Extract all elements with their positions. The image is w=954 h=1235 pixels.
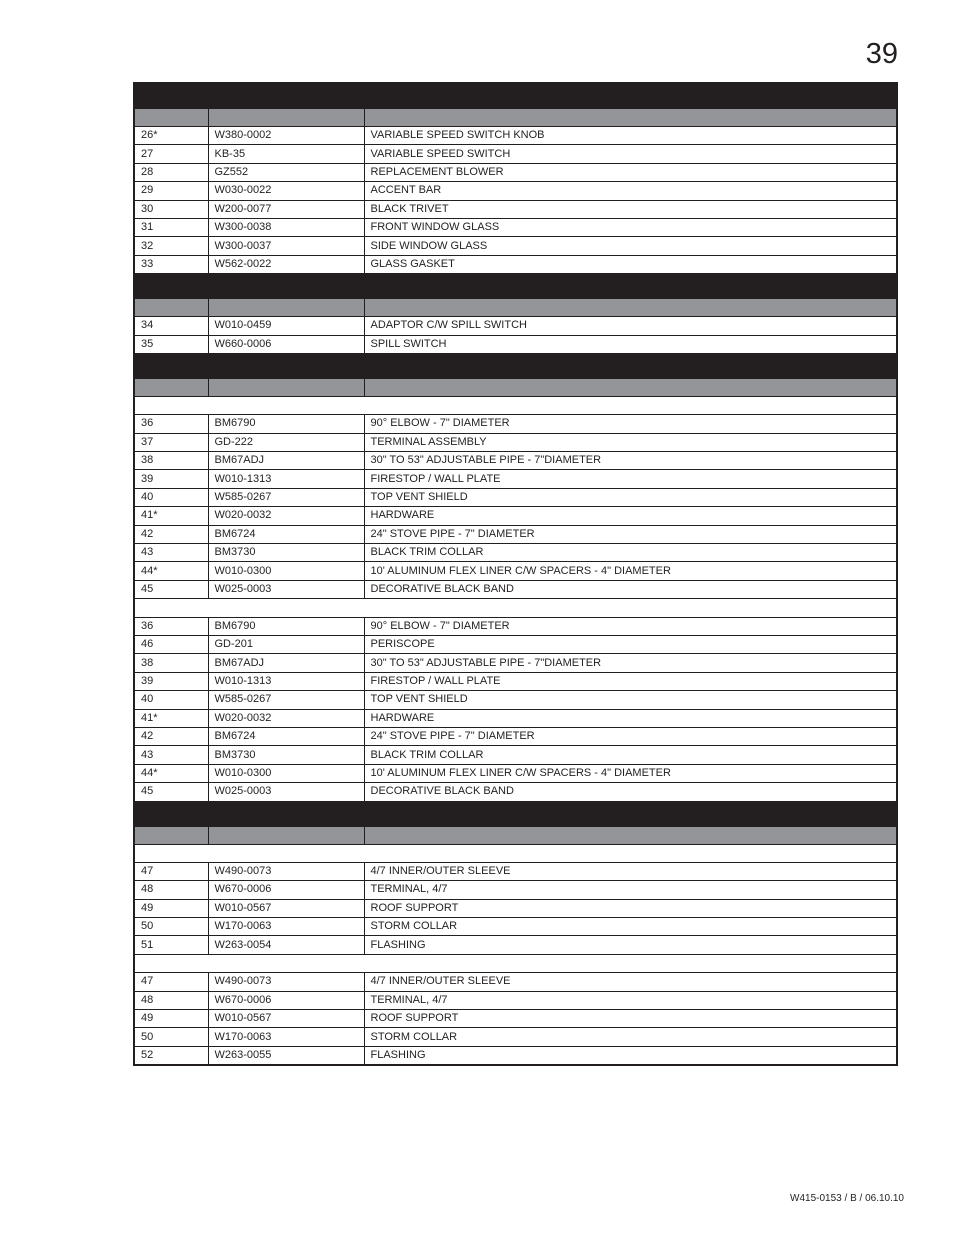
part-number-cell: W010-0459 [208,317,364,335]
table-row [134,991,897,1009]
part-number-cell: BM3730 [208,746,364,764]
ref-number-cell: 49 [134,899,208,917]
table-row [134,525,897,543]
ref-number-cell: 35 [134,335,208,353]
part-number-cell: GD-222 [208,433,364,451]
table-row [134,127,897,145]
part-number-cell: W200-0077 [208,200,364,218]
description-cell: 90° ELBOW - 7" DIAMETER [364,415,897,433]
description-cell: HARDWARE [364,709,897,727]
description-cell: DECORATIVE BLACK BAND [364,783,897,801]
table-row [134,218,897,236]
document-code: W415-0153 / B / 06.10.10 [790,1193,904,1204]
part-number-cell: W020-0032 [208,709,364,727]
ref-number-cell: 50 [134,918,208,936]
table-row [134,899,897,917]
ref-number-cell: 43 [134,544,208,562]
description-cell: FRONT WINDOW GLASS [364,218,897,236]
description-cell: TERMINAL, 4/7 [364,881,897,899]
page-number: 39 [865,38,898,70]
part-number-cell: W010-0300 [208,562,364,580]
description-cell: TERMINAL ASSEMBLY [364,433,897,451]
table-row [134,452,897,470]
description-cell: 24" STOVE PIPE - 7" DIAMETER [364,525,897,543]
ref-number-cell: 28 [134,163,208,181]
column-header-row [134,299,897,317]
description-cell: STORM COLLAR [364,1028,897,1046]
column-header-description [364,109,897,127]
ref-number-cell: 34 [134,317,208,335]
description-cell: SIDE WINDOW GLASS [364,237,897,255]
ref-number-cell: 49 [134,1010,208,1028]
table-row [134,936,897,954]
group-subheader [134,954,897,972]
table-row [134,415,897,433]
ref-number-cell: 32 [134,237,208,255]
part-number-cell: W010-0567 [208,899,364,917]
part-number-cell: W010-0567 [208,1010,364,1028]
column-header-part [208,378,364,396]
part-number-cell: BM3730 [208,544,364,562]
description-cell: VARIABLE SPEED SWITCH [364,145,897,163]
part-number-cell: W010-0300 [208,764,364,782]
description-cell: DECORATIVE BLACK BAND [364,580,897,598]
table-row [134,335,897,353]
description-cell: 10' ALUMINUM FLEX LINER C/W SPACERS - 4" DIAMETER [364,764,897,782]
part-number-cell: W585-0267 [208,691,364,709]
ref-number-cell: 44* [134,562,208,580]
table-row [134,470,897,488]
table-row [134,654,897,672]
part-number-cell: W380-0002 [208,127,364,145]
ref-number-cell: 38 [134,452,208,470]
column-header-ref [134,109,208,127]
description-cell: ROOF SUPPORT [364,899,897,917]
ref-number-cell: 41* [134,709,208,727]
ref-number-cell: 47 [134,973,208,991]
column-header-description [364,299,897,317]
ref-number-cell: 45 [134,783,208,801]
part-number-cell: W263-0055 [208,1046,364,1065]
description-cell: FLASHING [364,936,897,954]
table-row [134,783,897,801]
description-cell: BLACK TRIVET [364,200,897,218]
description-cell: 24" STOVE PIPE - 7" DIAMETER [364,727,897,745]
table-row [134,727,897,745]
description-cell: VARIABLE SPEED SWITCH KNOB [364,127,897,145]
table-row [134,691,897,709]
ref-number-cell: 51 [134,936,208,954]
parts-table [133,82,898,1066]
part-number-cell: W030-0022 [208,182,364,200]
table-row [134,580,897,598]
section-header [134,353,897,378]
part-number-cell: W670-0006 [208,991,364,1009]
description-cell: TOP VENT SHIELD [364,691,897,709]
part-number-cell: W025-0003 [208,783,364,801]
part-number-cell: KB-35 [208,145,364,163]
description-cell: TERMINAL, 4/7 [364,991,897,1009]
part-number-cell: BM6790 [208,415,364,433]
part-number-cell: W490-0073 [208,973,364,991]
ref-number-cell: 30 [134,200,208,218]
table-row [134,433,897,451]
part-number-cell: W010-1313 [208,470,364,488]
column-header-ref [134,378,208,396]
table-row [134,1046,897,1065]
ref-number-cell: 46 [134,635,208,653]
ref-number-cell: 37 [134,433,208,451]
description-cell: 90° ELBOW - 7" DIAMETER [364,617,897,635]
ref-number-cell: 42 [134,525,208,543]
group-subheader-cell [134,599,897,617]
ref-number-cell: 44* [134,764,208,782]
description-cell: HARDWARE [364,507,897,525]
description-cell: TOP VENT SHIELD [364,488,897,506]
part-number-cell: W490-0073 [208,862,364,880]
ref-number-cell: 31 [134,218,208,236]
ref-number-cell: 40 [134,488,208,506]
column-header-part [208,826,364,844]
column-header-row [134,378,897,396]
description-cell: ACCENT BAR [364,182,897,200]
section-header [134,801,897,826]
description-cell: FIRESTOP / WALL PLATE [364,470,897,488]
ref-number-cell: 43 [134,746,208,764]
part-number-cell: W300-0038 [208,218,364,236]
description-cell: STORM COLLAR [364,918,897,936]
ref-number-cell: 39 [134,470,208,488]
column-header-row [134,826,897,844]
table-row [134,488,897,506]
group-subheader-cell [134,396,897,414]
ref-number-cell: 36 [134,415,208,433]
part-number-cell: W025-0003 [208,580,364,598]
table-row [134,973,897,991]
description-cell: PERISCOPE [364,635,897,653]
group-subheader [134,396,897,414]
ref-number-cell: 40 [134,691,208,709]
part-number-cell: GZ552 [208,163,364,181]
part-number-cell: W660-0006 [208,335,364,353]
table-row [134,746,897,764]
description-cell: 30" TO 53" ADJUSTABLE PIPE - 7"DIAMETER [364,452,897,470]
part-number-cell: W010-1313 [208,672,364,690]
ref-number-cell: 36 [134,617,208,635]
ref-number-cell: 47 [134,862,208,880]
part-number-cell: W562-0022 [208,255,364,273]
description-cell: 4/7 INNER/OUTER SLEEVE [364,862,897,880]
section-header-cell [134,83,897,109]
description-cell: SPILL SWITCH [364,335,897,353]
part-number-cell: BM67ADJ [208,452,364,470]
ref-number-cell: 29 [134,182,208,200]
section-header-cell [134,353,897,378]
description-cell: REPLACEMENT BLOWER [364,163,897,181]
table-row [134,163,897,181]
part-number-cell: BM6790 [208,617,364,635]
table-row [134,764,897,782]
group-subheader-cell [134,954,897,972]
section-header [134,83,897,109]
part-number-cell: BM6724 [208,525,364,543]
ref-number-cell: 26* [134,127,208,145]
part-number-cell: W170-0063 [208,1028,364,1046]
part-number-cell: W170-0063 [208,918,364,936]
group-subheader-cell [134,844,897,862]
ref-number-cell: 33 [134,255,208,273]
group-subheader [134,844,897,862]
column-header-ref [134,299,208,317]
ref-number-cell: 27 [134,145,208,163]
description-cell: 30" TO 53" ADJUSTABLE PIPE - 7"DIAMETER [364,654,897,672]
column-header-part [208,109,364,127]
column-header-part [208,299,364,317]
table-row [134,182,897,200]
group-subheader [134,599,897,617]
ref-number-cell: 48 [134,991,208,1009]
part-number-cell: W263-0054 [208,936,364,954]
table-row [134,145,897,163]
table-row [134,507,897,525]
ref-number-cell: 41* [134,507,208,525]
description-cell: GLASS GASKET [364,255,897,273]
description-cell: 4/7 INNER/OUTER SLEEVE [364,973,897,991]
description-cell: ADAPTOR C/W SPILL SWITCH [364,317,897,335]
table-row [134,862,897,880]
table-row [134,672,897,690]
ref-number-cell: 42 [134,727,208,745]
table-row [134,709,897,727]
table-row [134,918,897,936]
table-row [134,237,897,255]
table-row [134,255,897,273]
table-row [134,617,897,635]
column-header-description [364,378,897,396]
section-header-cell [134,801,897,826]
part-number-cell: W670-0006 [208,881,364,899]
ref-number-cell: 38 [134,654,208,672]
section-header [134,274,897,299]
column-header-row [134,109,897,127]
parts-table-body [134,83,897,1065]
table-row [134,1028,897,1046]
part-number-cell: BM6724 [208,727,364,745]
part-number-cell: W585-0267 [208,488,364,506]
ref-number-cell: 45 [134,580,208,598]
table-row [134,544,897,562]
table-row [134,1010,897,1028]
table-row [134,881,897,899]
description-cell: BLACK TRIM COLLAR [364,544,897,562]
table-row [134,317,897,335]
description-cell: FLASHING [364,1046,897,1065]
section-header-cell [134,274,897,299]
description-cell: 10' ALUMINUM FLEX LINER C/W SPACERS - 4" DIAMETER [364,562,897,580]
column-header-ref [134,826,208,844]
ref-number-cell: 39 [134,672,208,690]
description-cell: BLACK TRIM COLLAR [364,746,897,764]
part-number-cell: W300-0037 [208,237,364,255]
ref-number-cell: 48 [134,881,208,899]
table-row [134,200,897,218]
table-row [134,635,897,653]
table-row [134,562,897,580]
part-number-cell: W020-0032 [208,507,364,525]
part-number-cell: BM67ADJ [208,654,364,672]
column-header-description [364,826,897,844]
description-cell: ROOF SUPPORT [364,1010,897,1028]
ref-number-cell: 50 [134,1028,208,1046]
ref-number-cell: 52 [134,1046,208,1065]
description-cell: FIRESTOP / WALL PLATE [364,672,897,690]
part-number-cell: GD-201 [208,635,364,653]
